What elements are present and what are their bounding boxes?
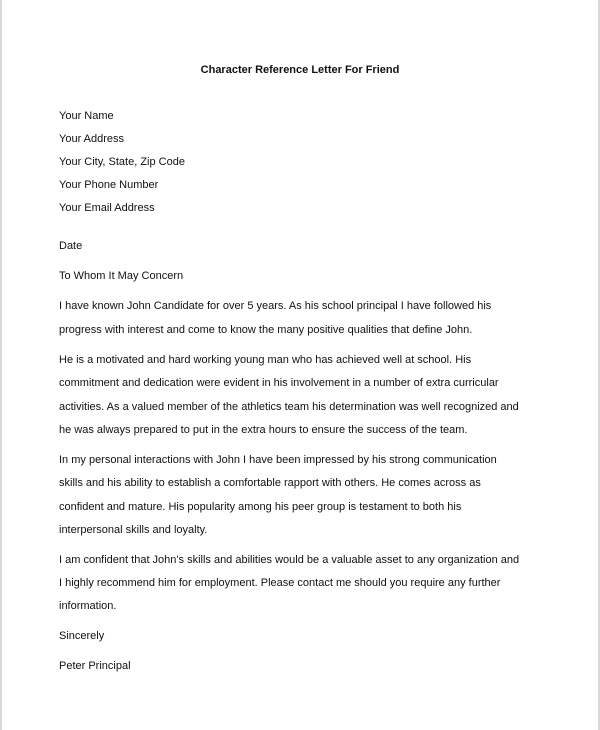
- paragraph-3-line: skills and his ability to establish a comfortable rapport with others. He comes across as: [59, 477, 481, 489]
- paragraph-3-line: interpersonal skills and loyalty.: [59, 524, 208, 536]
- paragraph-1-line: I have known John Candidate for over 5 years. As his school principal I have followed his: [59, 300, 492, 312]
- paragraph-1-line: progress with interest and come to know the many positive qualities that define John.: [59, 324, 473, 336]
- paragraph-3-line: confident and mature. His popularity among his peer group is testament to both his: [59, 501, 462, 513]
- paragraph-3-line: In my personal interactions with John I have been impressed by his strong communication: [59, 454, 497, 466]
- sender-name: Your Name: [59, 110, 114, 122]
- paragraph-4-line: information.: [59, 600, 117, 612]
- paragraph-4-line: I highly recommend him for employment. Please contact me should you require any further: [59, 577, 501, 589]
- sender-city: Your City, State, Zip Code: [59, 156, 185, 168]
- sender-phone: Your Phone Number: [59, 179, 159, 191]
- paragraph-2-line: he was always prepared to put in the extra hours to ensure the success of the team.: [59, 424, 468, 436]
- date: Date: [59, 240, 83, 252]
- closing: Sincerely: [59, 630, 105, 642]
- paragraph-2-line: activities. As a valued member of the athletics team his determination was well recognized and: [59, 401, 519, 413]
- paragraph-2-line: commitment and dedication were evident in his involvement in a number of extra curricular: [59, 377, 499, 389]
- signature: Peter Principal: [59, 660, 131, 672]
- paragraph-4-line: I am confident that John's skills and abilities would be a valuable asset to any organization and: [59, 554, 520, 566]
- sender-email: Your Email Address: [59, 202, 155, 214]
- letter-title: Character Reference Letter For Friend: [200, 64, 400, 76]
- paragraph-2-line: He is a motivated and hard working young man who has achieved well at school. His: [59, 354, 472, 366]
- salutation: To Whom It May Concern: [59, 270, 184, 282]
- sender-address: Your Address: [59, 133, 125, 145]
